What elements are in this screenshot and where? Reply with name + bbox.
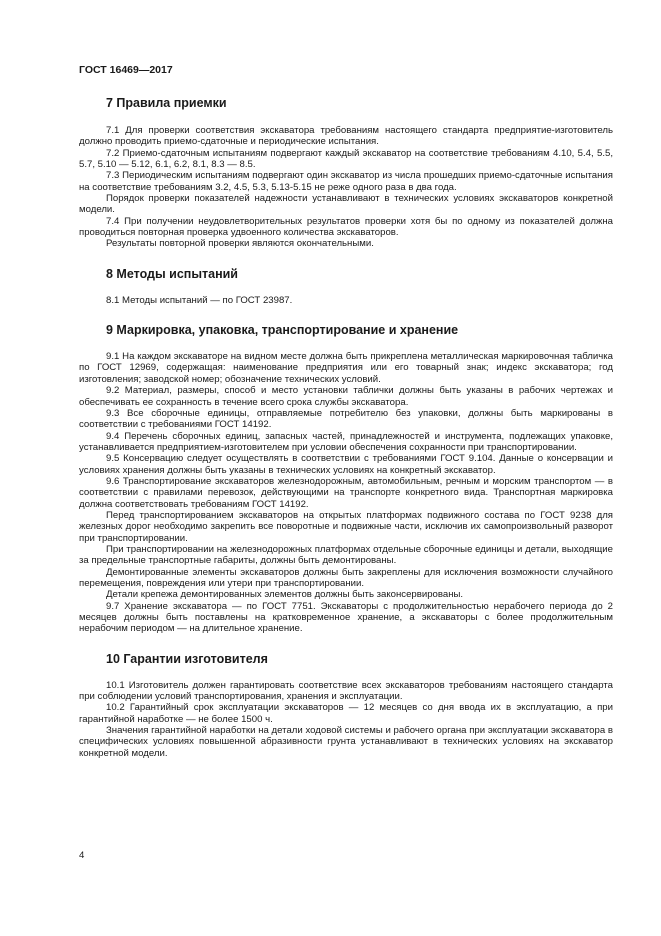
paragraph: 7.3 Периодическим испытаниям подвергают один экскаватор из числа прошедших приемо-сдаточные испытания на соответствие требованиям 3.2, 4.5, 5.3, 5.13-5.15 не реже одного раза в два года. [79, 170, 613, 193]
paragraph: 8.1 Методы испытаний — по ГОСТ 23987. [106, 294, 293, 306]
paragraph: 7.2 Приемо-сдаточным испытаниям подвергают каждый экскаватор на соответствие требованиям 4.10, 5.4, 5.5, 5.7, 5.10 — 5.12, 6.1, 6.2, 8.1, 8.3 — 8.5. [79, 147, 613, 171]
paragraph: 9.1 На каждом экскаваторе на видном месте должна быть прикреплена металлическая маркировочная табличка по ГОСТ 12969, содержащая: наименование предприятия или его товарный знак; индекс экскаватора; год изготовления; заводской номер; обозначение технических условий. [79, 351, 613, 385]
section-title: 7 Правила приемки [106, 96, 227, 110]
section-title: 8 Методы испытаний [106, 266, 238, 281]
document-body [79, 96, 613, 759]
paragraph: 7.4 При получении неудовлетворительных результатов проверки хотя бы по одному из показателей должна проводиться повторная проверка удвоенного количества экскаваторов. [79, 215, 613, 239]
paragraph: 9.5 Консервацию следует осуществлять в соответствии с требованиями ГОСТ 9.104. Данные о консервации и условиях хранения должны быть указаны в технических условиях на конкретный экскаватор. [79, 453, 613, 476]
paragraph: 7.1 Для проверки соответствия экскаватора требованиям настоящего стандарта предприятие-изготовитель должно проводить приемо-сдаточные и периодические испытания. [79, 125, 613, 148]
paragraph: 10.2 Гарантийный срок эксплуатации экскаваторов — 12 месяцев со дня ввода их в эксплуатацию, а при гарантийной наработке — не более 1500 ч. [79, 702, 613, 725]
paragraph: Перед транспортированием экскаваторов на открытых платформах подвижного состава по ГОСТ 9238 для железных дорог необходимо закрепить все поворотные и подвижные части, исключив их самопроизвольный разворот при транспортировании. [79, 509, 613, 544]
paragraph: 9.4 Перечень сборочных единиц, запасных частей, принадлежностей и инструмента, подлежащих упаковке, устанавливается предприятием-изготовителем при условии обеспечения сохранности при транспортировании. [79, 430, 613, 453]
paragraph: Демонтированные элементы экскаваторов должны быть закреплены для исключения возможности случайного перемещения, повреждения или утери при транспортировании. [79, 566, 613, 589]
paragraph: Порядок проверки показателей надежности устанавливают в технических условиях экскаваторов конкретной модели. [79, 193, 613, 216]
page-number: 4 [79, 850, 85, 861]
section-marking-packing [79, 323, 613, 635]
paragraph: 9.3 Все сборочные единицы, отправляемые потребителю без упаковки, должны быть маркированы в соответствии с требованиями ГОСТ 14192. [79, 407, 613, 431]
section-acceptance-rules [79, 96, 613, 250]
paragraph: Значения гарантийной наработки на детали ходовой системы и рабочего органа при эксплуатации экскаватора в специфических условиях повышенной абразивности грунта устанавливают в технических условиях на экскаватор конкретной модели. [79, 725, 613, 759]
paragraph: 9.6 Транспортирование экскаваторов железнодорожным, автомобильным, речным и морским транспортом — в соответствии с правилами перевозок, действующими на транспорте конкретного вида. Транспортная маркировка должна соответствовать требованиям ГОСТ 14192. [79, 475, 613, 510]
section-title: 10 Гарантии изготовителя [106, 651, 268, 666]
section-test-methods [79, 267, 613, 306]
paragraph: 10.1 Изготовитель должен гарантировать соответствие всех экскаваторов требованиям настоящего стандарта при соблюдении условий транспортирования, хранения и эксплуатации. [79, 679, 613, 703]
paragraph: 9.7 Хранение экскаватора — по ГОСТ 7751. Экскаваторы с продолжительностью нерабочего периода до 2 месяцев должны быть поставлены на кратковременное хранение, а экскаваторы с более продолжительным нерабочим периодом — на длительное хранение. [79, 600, 613, 635]
section-warranty [79, 652, 613, 759]
paragraph: При транспортировании на железнодорожных платформах отдельные сборочные единицы и детали, выходящие за предельные транспортные габариты, должны быть демонтированы. [79, 543, 613, 567]
paragraph: Результаты повторной проверки являются окончательными. [106, 238, 374, 250]
section-title: 9 Маркировка, упаковка, транспортирование и хранение [106, 323, 459, 338]
document-code: ГОСТ 16469—2017 [79, 64, 173, 76]
paragraph: 9.2 Материал, размеры, способ и место установки таблички должны быть указаны в рабочих чертежах и обеспечивать ее сохранность в течение всего срока службы экскаватора. [79, 385, 613, 408]
paragraph: Детали крепежа демонтированных элементов должны быть законсервированы. [106, 589, 464, 601]
